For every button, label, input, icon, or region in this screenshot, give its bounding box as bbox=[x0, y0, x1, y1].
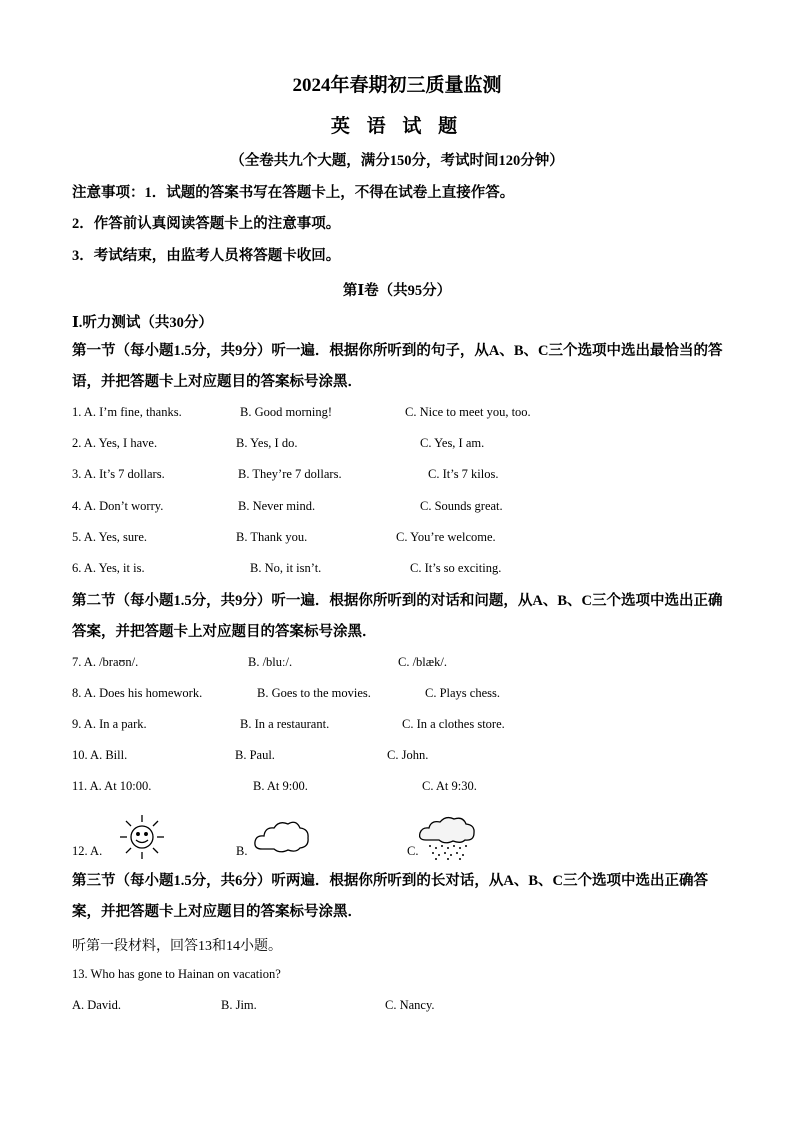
note-1: 注意事项：1．试题的答案书写在答题卡上，不得在试卷上直接作答。 bbox=[72, 185, 515, 201]
option-b: B. In a restaurant. bbox=[240, 717, 330, 731]
option-c: C. You’re welcome. bbox=[396, 530, 496, 544]
option-a: A. David. bbox=[72, 998, 121, 1012]
exam-title: 2024年春期初三质量监测 bbox=[292, 75, 502, 96]
option-b: B. Good morning! bbox=[240, 405, 333, 419]
option-a: 5. A. Yes, sure. bbox=[72, 530, 148, 544]
volume-title: 第Ⅰ卷（共95分） bbox=[342, 283, 452, 299]
option-c: C. /blæk/. bbox=[398, 655, 447, 669]
exam-subtitle: （全卷共九个大题，满分150分，考试时间120分钟） bbox=[230, 153, 564, 169]
note-3: 3．考试结束，由监考人员将答题卡收回。 bbox=[72, 248, 341, 264]
option-a: 7. A. /braʊn/. bbox=[72, 655, 139, 669]
section2-instruction: 第二节（每小题1.5分，共9分）听一遍．根据你所听到的对话和问题，从A、B、C三个选项中选出正确答案，并把答题卡上对应题目的答案标号涂黑． bbox=[72, 593, 723, 640]
option-b: B. Thank you. bbox=[236, 530, 308, 544]
rain-cloud-icon bbox=[416, 814, 478, 860]
section1-instruction: 第一节（每小题1.5分，共9分）听一遍．根据你所听到的句子，从A、B、C三个选项中选出最恰当的答语，并把答题卡上对应题目的答案标号涂黑． bbox=[72, 343, 723, 390]
material-note: 听第一段材料，回答13和14小题。 bbox=[72, 939, 282, 954]
section3-instruction: 第三节（每小题1.5分，共6分）听两遍．根据你所听到的长对话，从A、B、C三个选项中选出正确答案，并把答题卡上对应题目的答案标号涂黑． bbox=[72, 873, 708, 920]
option-a: 10. A. Bill. bbox=[72, 748, 128, 762]
option-c: C. Sounds great. bbox=[420, 499, 503, 513]
option-b: B. They’re 7 dollars. bbox=[238, 467, 342, 481]
option-b: B. Goes to the movies. bbox=[257, 686, 371, 700]
part1-title: Ⅰ.听力测试（共30分） bbox=[72, 315, 213, 331]
sun-icon bbox=[114, 813, 170, 861]
option-a: 9. A. In a park. bbox=[72, 717, 147, 731]
option-c: C. It’s 7 kilos. bbox=[428, 467, 499, 481]
option-c: C. It’s so exciting. bbox=[410, 561, 502, 575]
note-2: 2．作答前认真阅读答题卡上的注意事项。 bbox=[72, 216, 341, 232]
option-a: 4. A. Don’t worry. bbox=[72, 499, 164, 513]
option-b: B. Never mind. bbox=[238, 499, 316, 513]
option-c: C. bbox=[407, 844, 419, 858]
subject-title: 英 语 试 题 bbox=[330, 116, 464, 137]
option-a: 12. A. bbox=[72, 844, 103, 858]
option-b: B. Paul. bbox=[235, 748, 275, 762]
option-b: B. At 9:00. bbox=[253, 779, 308, 793]
option-c: C. Nice to meet you, too. bbox=[405, 405, 531, 419]
question-stem: 13. Who has gone to Hainan on vacation? bbox=[72, 967, 281, 981]
option-b: B. /bluː/. bbox=[248, 655, 293, 669]
option-a: 6. A. Yes, it is. bbox=[72, 561, 145, 575]
option-a: 11. A. At 10:00. bbox=[72, 779, 152, 793]
option-a: 8. A. Does his homework. bbox=[72, 686, 203, 700]
option-c: C. John. bbox=[387, 748, 429, 762]
option-a: 1. A. I’m fine, thanks. bbox=[72, 405, 182, 419]
cloud-icon bbox=[252, 815, 312, 857]
option-c: C. Plays chess. bbox=[425, 686, 500, 700]
option-a: 3. A. It’s 7 dollars. bbox=[72, 467, 165, 481]
option-c: C. At 9:30. bbox=[422, 779, 477, 793]
option-c: C. Nancy. bbox=[385, 998, 435, 1012]
option-a: 2. A. Yes, I have. bbox=[72, 436, 158, 450]
option-b: B. Yes, I do. bbox=[236, 436, 298, 450]
option-b: B. bbox=[236, 844, 248, 858]
option-b: B. No, it isn’t. bbox=[250, 561, 322, 575]
option-b: B. Jim. bbox=[221, 998, 257, 1012]
option-c: C. Yes, I am. bbox=[420, 436, 485, 450]
option-c: C. In a clothes store. bbox=[402, 717, 505, 731]
